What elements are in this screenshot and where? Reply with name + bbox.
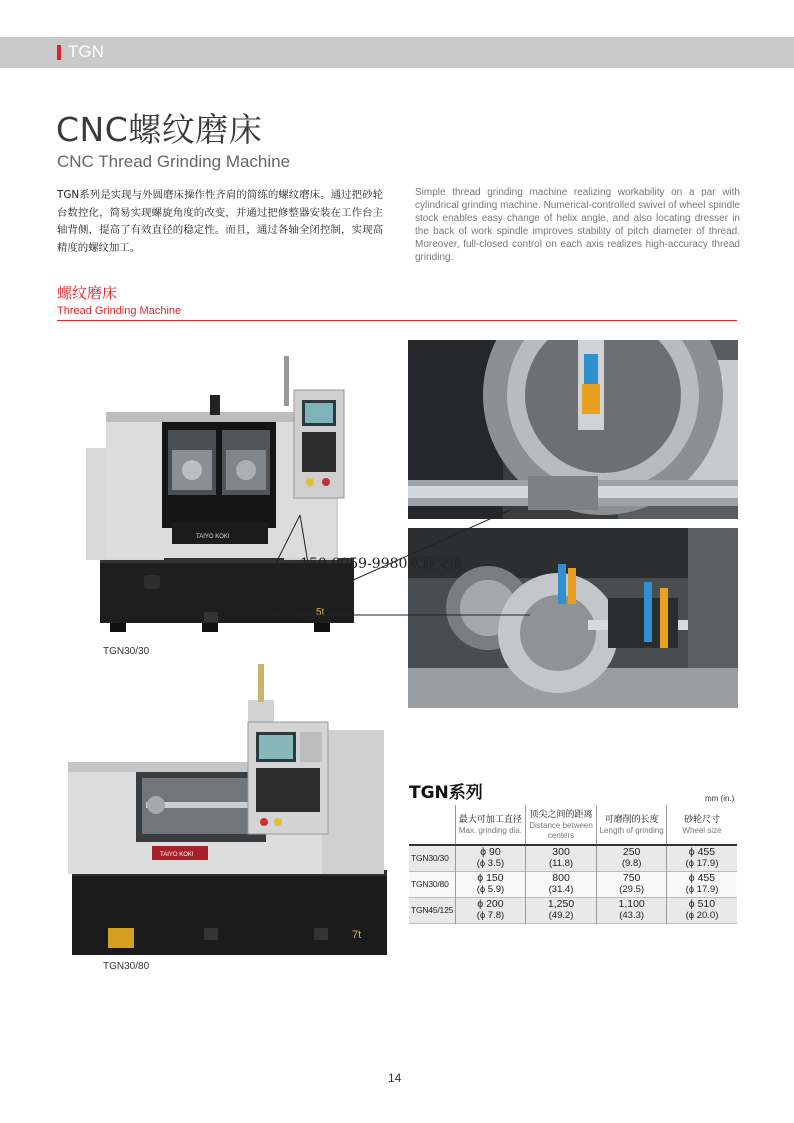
header-accent-mark (57, 45, 61, 60)
machine2-nameplate: TAIYO KOKI (160, 852, 194, 858)
header-centers: 顶尖之间的距离 Distance between centers (525, 805, 597, 845)
table-row (409, 897, 737, 923)
section-heading-en: Thread Grinding Machine (57, 305, 182, 317)
intro-paragraph-en: Simple thread grinding machine realizing workability on a par with cylindrical grinding machine. Numerical-controlled swivel of wheel spindle stock enables easy change of helix angle, and also locating dresser in the back of work spindle improves stability of pitch diameter of thread. Moreover, full-closed control on each axis realizes high-accuracy thread grinding. (415, 187, 740, 263)
page-number: 14 (388, 1071, 402, 1085)
cell-dia: ϕ 200 (ϕ 7.8) (456, 897, 526, 923)
header-wheel: 砂轮尺寸 Wheel size (666, 805, 737, 845)
cell-centers: 800 (31.4) (525, 871, 597, 897)
section-header-bar (0, 37, 794, 68)
header-label: TGN (68, 42, 104, 61)
photo-wheel-head-closeup (408, 340, 738, 519)
cell-model: TGN30/30 (409, 845, 456, 871)
section-divider (57, 320, 737, 321)
table-row (409, 871, 737, 897)
machine-image-tgn30-80 (64, 660, 389, 960)
section-heading-cn: 螺纹磨床 (57, 284, 118, 302)
cell-wheel: ϕ 455 (ϕ 17.9) (666, 871, 737, 897)
spec-table (409, 805, 737, 924)
cell-length: 1,100 (43.3) (597, 897, 667, 923)
cell-wheel: ϕ 510 (ϕ 20.0) (666, 897, 737, 923)
cell-wheel: ϕ 455 (ϕ 17.9) (666, 845, 737, 871)
machine1-nameplate: TAIYO KOKI (196, 534, 230, 540)
header-max-dia: 最大可加工直径 Max. grinding dia. (456, 805, 526, 845)
cell-model: TGN30/80 (409, 871, 456, 897)
page-title-en: CNC Thread Grinding Machine (57, 152, 291, 171)
intro-paragraph-cn: TGN系列是实现与外圆磨床操作性齐肩的简练的螺纹磨床。通过把砂轮台数控化，简易实现螺旋角度的改变，并通过把修整器安装在工作台主轴背侧，提高了有效直径的稳定性。而且，通过各轴全闭控制，实现高精度的螺纹加工。 (57, 189, 383, 254)
machine1-weight-mark: 5t (316, 607, 325, 618)
spec-table-unit: mm (in.) (705, 794, 735, 803)
caption-machine1: TGN30/30 (103, 646, 150, 657)
cell-length: 750 (29.5) (597, 871, 667, 897)
cell-dia: ϕ 90 (ϕ 3.5) (456, 845, 526, 871)
page-title-cn: CNC螺纹磨床 (56, 110, 263, 149)
spec-table-title: TGN系列 (409, 783, 483, 803)
cell-dia: ϕ 150 (ϕ 5.9) (456, 871, 526, 897)
header-length: 可磨削的长度 Length of grinding (597, 805, 667, 845)
cell-model: TGN45/125 (409, 897, 456, 923)
table-row (409, 845, 737, 871)
header-model (409, 805, 456, 845)
caption-machine2: TGN30/80 (103, 961, 150, 972)
spec-table-header-row (409, 805, 737, 845)
watermark-text: 150-0059-9980欢迎交流 (300, 556, 464, 572)
cell-centers: 1,250 (49.2) (525, 897, 597, 923)
cell-length: 250 (9.8) (597, 845, 667, 871)
machine2-weight-mark: 7t (352, 929, 362, 941)
cell-centers: 300 (11.8) (525, 845, 597, 871)
